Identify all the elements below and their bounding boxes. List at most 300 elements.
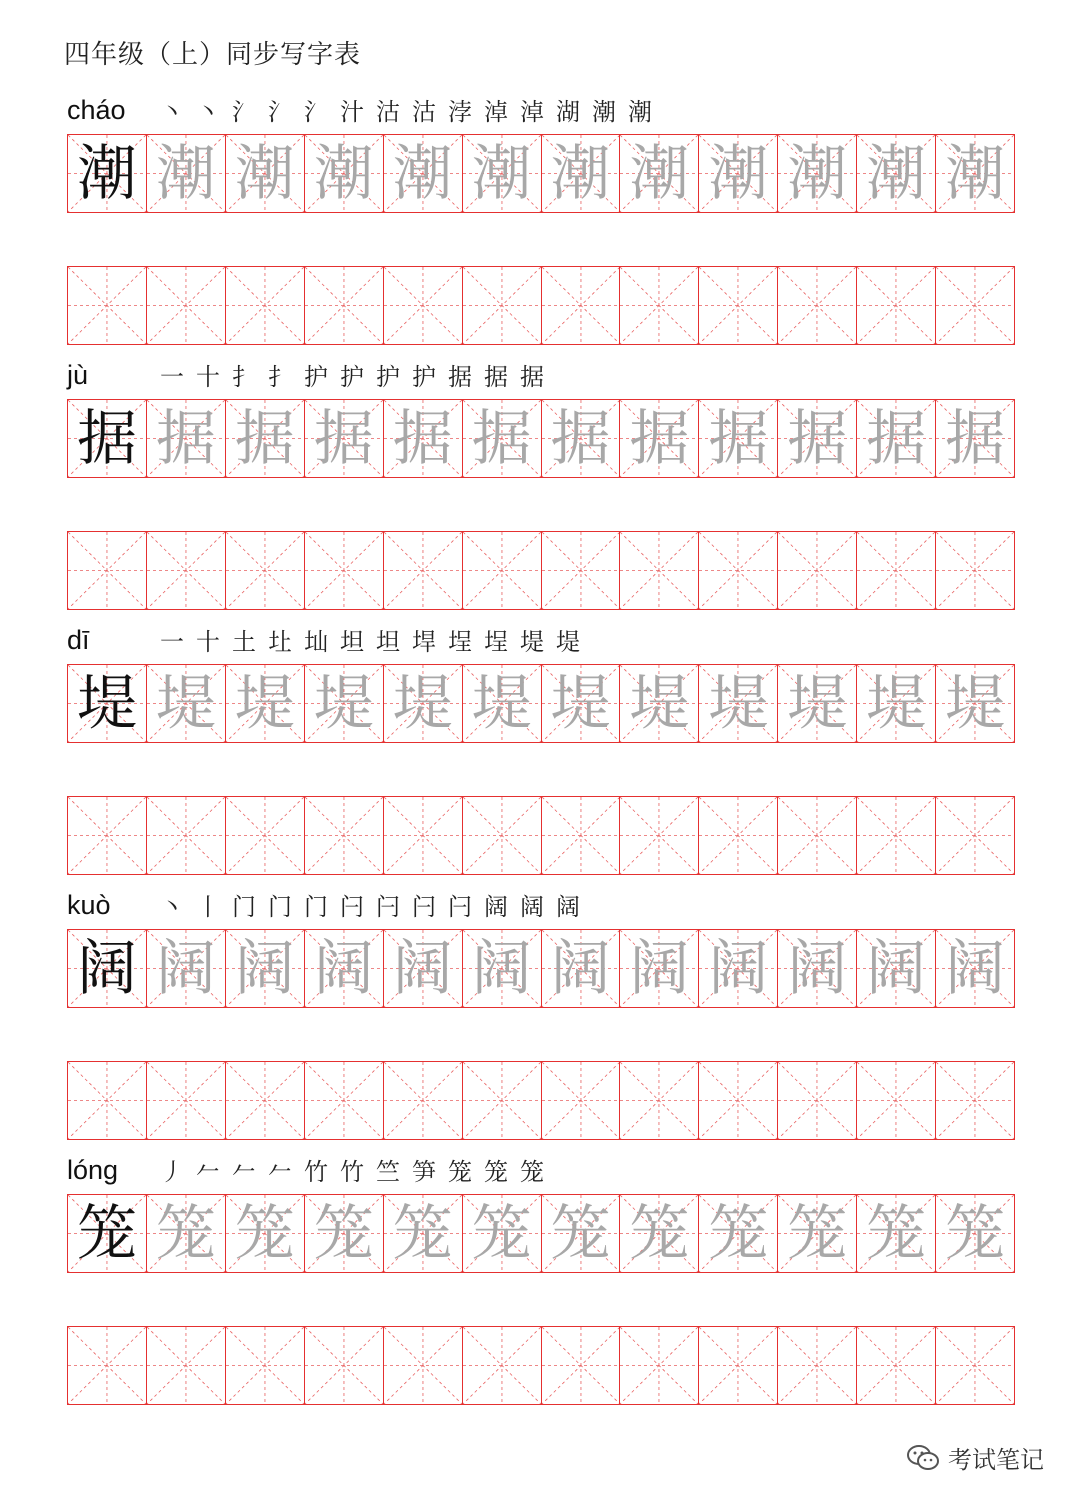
practice-cell[interactable]: [462, 267, 541, 344]
mi-grid-guides: [620, 1062, 698, 1139]
stroke-step: 丿: [160, 1158, 184, 1186]
trace-character: 笼: [392, 1198, 453, 1269]
mi-grid-guides: [542, 1327, 620, 1404]
practice-cell[interactable]: [225, 1327, 304, 1404]
stroke-step: 沽: [376, 98, 400, 126]
stroke-step: 护: [376, 363, 400, 391]
stroke-step: 淖: [520, 98, 544, 126]
stroke-step: 丶: [196, 98, 220, 126]
trace-cell: [462, 665, 541, 742]
mi-grid-guides: [463, 1062, 541, 1139]
model-cell: [68, 665, 146, 742]
trace-cell: [777, 135, 856, 212]
practice-cell[interactable]: [462, 1327, 541, 1404]
stroke-step: 坦: [340, 628, 364, 656]
practice-cell[interactable]: [698, 1062, 777, 1139]
mi-grid-guides: [857, 1327, 935, 1404]
trace-character: 据: [155, 403, 216, 474]
trace-character: 据: [787, 403, 848, 474]
practice-cell[interactable]: [935, 532, 1014, 609]
mi-grid-guides: [857, 532, 935, 609]
practice-cell[interactable]: [935, 797, 1014, 874]
practice-cell[interactable]: [68, 532, 146, 609]
practice-cell[interactable]: [698, 1327, 777, 1404]
stroke-step: 沽: [412, 98, 436, 126]
trace-cell: [225, 665, 304, 742]
stroke-step: 据: [520, 363, 544, 391]
model-cell: [68, 930, 146, 1007]
practice-cell[interactable]: [68, 267, 146, 344]
practice-cell[interactable]: [856, 532, 935, 609]
trace-character: 据: [708, 403, 769, 474]
practice-cell[interactable]: [541, 532, 620, 609]
practice-cell[interactable]: [68, 1062, 146, 1139]
stroke-step: 护: [340, 363, 364, 391]
stroke-step: 闩: [376, 893, 400, 921]
mi-grid-guides: [68, 1327, 146, 1404]
mi-grid-guides: [68, 1062, 146, 1139]
practice-cell[interactable]: [383, 797, 462, 874]
practice-cell[interactable]: [856, 797, 935, 874]
stroke-step: 氵: [268, 98, 292, 126]
stroke-step: 埕: [448, 628, 472, 656]
stroke-step: 一: [160, 363, 184, 391]
practice-cell[interactable]: [777, 532, 856, 609]
trace-cell: [619, 930, 698, 1007]
trace-cell: [462, 930, 541, 1007]
trace-cell: [619, 135, 698, 212]
trace-character: 堤: [392, 668, 453, 739]
trace-character: 据: [392, 403, 453, 474]
trace-cell: [935, 135, 1014, 212]
trace-character: 潮: [629, 138, 690, 209]
stroke-step: 护: [412, 363, 436, 391]
practice-cell[interactable]: [619, 267, 698, 344]
model-cell: [68, 400, 146, 477]
practice-cell[interactable]: [541, 1327, 620, 1404]
stroke-step: 一: [160, 628, 184, 656]
practice-cell[interactable]: [146, 1327, 225, 1404]
model-character: 阔: [76, 933, 137, 1004]
trace-cell: [777, 930, 856, 1007]
practice-cell[interactable]: [935, 267, 1014, 344]
stroke-step: 阔: [484, 893, 508, 921]
stroke-step: 氵: [232, 98, 256, 126]
trace-character: 堤: [787, 668, 848, 739]
practice-cell[interactable]: [225, 532, 304, 609]
trace-cell: [146, 930, 225, 1007]
trace-character: 据: [471, 403, 532, 474]
stroke-step: 丨: [196, 893, 220, 921]
stroke-step: 𠂉: [268, 1158, 292, 1186]
stroke-step: 十: [196, 363, 220, 391]
trace-character: 潮: [392, 138, 453, 209]
practice-cell[interactable]: [304, 1327, 383, 1404]
practice-cell[interactable]: [304, 532, 383, 609]
mi-grid-guides: [463, 267, 541, 344]
practice-row: [67, 531, 1015, 610]
trace-character: 笼: [234, 1198, 295, 1269]
mi-grid-guides: [936, 797, 1014, 874]
trace-character: 据: [945, 403, 1006, 474]
mi-grid-guides: [463, 797, 541, 874]
character-block: [67, 1150, 1015, 1405]
stroke-step: 埕: [484, 628, 508, 656]
trace-character: 堤: [708, 668, 769, 739]
trace-cell: [935, 400, 1014, 477]
practice-cell[interactable]: [935, 1062, 1014, 1139]
stroke-step: 坦: [376, 628, 400, 656]
trace-character: 潮: [234, 138, 295, 209]
stroke-step: 竹: [340, 1158, 364, 1186]
tracing-row: [67, 664, 1015, 743]
practice-cell[interactable]: [777, 267, 856, 344]
trace-cell: [541, 135, 620, 212]
mi-grid-guides: [699, 1062, 777, 1139]
trace-character: 堤: [313, 668, 374, 739]
practice-cell[interactable]: [146, 797, 225, 874]
trace-cell: [383, 930, 462, 1007]
trace-cell: [304, 930, 383, 1007]
practice-cell[interactable]: [619, 797, 698, 874]
practice-cell[interactable]: [462, 532, 541, 609]
mi-grid-guides: [463, 1327, 541, 1404]
trace-character: 堤: [471, 668, 532, 739]
trace-cell: [935, 930, 1014, 1007]
mi-grid-guides: [778, 532, 856, 609]
stroke-step: 氵: [304, 98, 328, 126]
stroke-step: 丶: [160, 893, 184, 921]
trace-cell: [383, 400, 462, 477]
mi-grid-guides: [226, 267, 304, 344]
model-character: 笼: [76, 1198, 137, 1269]
trace-cell: [619, 1195, 698, 1272]
mi-grid-guides: [936, 1327, 1014, 1404]
stroke-order-sequence: [157, 94, 655, 130]
mi-grid-guides: [305, 267, 383, 344]
mi-grid-guides: [620, 797, 698, 874]
trace-character: 堤: [155, 668, 216, 739]
practice-cell[interactable]: [541, 1062, 620, 1139]
stroke-step: 圸: [304, 628, 328, 656]
stroke-order-sequence: [157, 1154, 547, 1190]
stroke-step: 𠂉: [232, 1158, 256, 1186]
stroke-step: 闩: [448, 893, 472, 921]
mi-grid-guides: [936, 267, 1014, 344]
practice-cell[interactable]: [68, 797, 146, 874]
trace-cell: [619, 400, 698, 477]
model-cell: [68, 1195, 146, 1272]
stroke-step: 阔: [520, 893, 544, 921]
trace-character: 潮: [313, 138, 374, 209]
stroke-order-sequence: [157, 889, 583, 925]
trace-character: 阔: [708, 933, 769, 1004]
trace-cell: [146, 135, 225, 212]
stroke-step: 土: [232, 628, 256, 656]
mi-grid-guides: [68, 267, 146, 344]
stroke-step: 笼: [448, 1158, 472, 1186]
stroke-step: 阔: [556, 893, 580, 921]
trace-cell: [856, 135, 935, 212]
mi-grid-guides: [542, 532, 620, 609]
mi-grid-guides: [305, 532, 383, 609]
mi-grid-guides: [305, 797, 383, 874]
stroke-step: 湖: [556, 98, 580, 126]
trace-cell: [383, 1195, 462, 1272]
stroke-step: 圵: [268, 628, 292, 656]
practice-cell[interactable]: [619, 1062, 698, 1139]
trace-cell: [935, 665, 1014, 742]
trace-cell: [935, 1195, 1014, 1272]
trace-character: 阔: [945, 933, 1006, 1004]
practice-cell[interactable]: [698, 532, 777, 609]
trace-character: 阔: [550, 933, 611, 1004]
trace-cell: [856, 1195, 935, 1272]
practice-cell[interactable]: [541, 267, 620, 344]
watermark: [906, 1440, 1044, 1475]
practice-cell[interactable]: [777, 1062, 856, 1139]
trace-character: 笼: [708, 1198, 769, 1269]
trace-character: 阔: [866, 933, 927, 1004]
trace-character: 据: [550, 403, 611, 474]
trace-cell: [541, 1195, 620, 1272]
mi-grid-guides: [147, 1062, 225, 1139]
stroke-step: 𠂉: [196, 1158, 220, 1186]
practice-cell[interactable]: [68, 1327, 146, 1404]
character-block: [67, 90, 1015, 345]
watermark-text: 考试笔记: [948, 1446, 1044, 1474]
trace-cell: [225, 400, 304, 477]
mi-grid-guides: [699, 532, 777, 609]
mi-grid-guides: [226, 1062, 304, 1139]
trace-cell: [619, 665, 698, 742]
mi-grid-guides: [857, 1062, 935, 1139]
mi-grid-guides: [226, 1327, 304, 1404]
trace-character: 堤: [945, 668, 1006, 739]
trace-cell: [541, 400, 620, 477]
trace-character: 笼: [471, 1198, 532, 1269]
stroke-step: 笼: [484, 1158, 508, 1186]
character-block: [67, 355, 1015, 610]
model-character: 堤: [76, 668, 137, 739]
practice-cell[interactable]: [146, 267, 225, 344]
mi-grid-guides: [384, 267, 462, 344]
pinyin-label: jù: [67, 360, 89, 390]
practice-cell[interactable]: [935, 1327, 1014, 1404]
mi-grid-guides: [542, 797, 620, 874]
practice-cell[interactable]: [462, 1062, 541, 1139]
trace-cell: [698, 665, 777, 742]
trace-cell: [383, 665, 462, 742]
practice-cell[interactable]: [225, 797, 304, 874]
trace-character: 笼: [787, 1198, 848, 1269]
trace-cell: [777, 665, 856, 742]
practice-cell[interactable]: [146, 1062, 225, 1139]
mi-grid-guides: [147, 267, 225, 344]
stroke-step: 浡: [448, 98, 472, 126]
stroke-step: 竹: [304, 1158, 328, 1186]
tracing-row: [67, 929, 1015, 1008]
trace-cell: [698, 400, 777, 477]
practice-cell[interactable]: [698, 267, 777, 344]
trace-cell: [777, 1195, 856, 1272]
trace-cell: [304, 400, 383, 477]
practice-cell[interactable]: [777, 797, 856, 874]
trace-character: 阔: [313, 933, 374, 1004]
trace-character: 阔: [787, 933, 848, 1004]
mi-grid-guides: [778, 1327, 856, 1404]
mi-grid-guides: [68, 532, 146, 609]
practice-row: [67, 796, 1015, 875]
trace-character: 潮: [708, 138, 769, 209]
trace-character: 潮: [471, 138, 532, 209]
tracing-row: [67, 134, 1015, 213]
stroke-step: 十: [196, 628, 220, 656]
stroke-step: 门: [232, 893, 256, 921]
mi-grid-guides: [384, 532, 462, 609]
mi-grid-guides: [857, 267, 935, 344]
mi-grid-guides: [463, 532, 541, 609]
practice-cell[interactable]: [383, 267, 462, 344]
trace-cell: [383, 135, 462, 212]
practice-cell[interactable]: [383, 1327, 462, 1404]
trace-character: 阔: [392, 933, 453, 1004]
wechat-icon: [906, 1444, 940, 1472]
character-block: [67, 620, 1015, 875]
stroke-step: 据: [448, 363, 472, 391]
stroke-step: 潮: [628, 98, 652, 126]
trace-character: 笼: [629, 1198, 690, 1269]
stroke-step: 闩: [412, 893, 436, 921]
pinyin-label: dī: [67, 625, 90, 655]
stroke-step: 护: [304, 363, 328, 391]
stroke-step: 据: [484, 363, 508, 391]
practice-cell[interactable]: [304, 267, 383, 344]
mi-grid-guides: [778, 797, 856, 874]
practice-cell[interactable]: [541, 797, 620, 874]
trace-cell: [462, 1195, 541, 1272]
stroke-step: 丶: [160, 98, 184, 126]
practice-cell[interactable]: [619, 532, 698, 609]
mi-grid-guides: [147, 532, 225, 609]
trace-character: 阔: [234, 933, 295, 1004]
trace-cell: [225, 930, 304, 1007]
stroke-step: 汁: [340, 98, 364, 126]
practice-cell[interactable]: [304, 797, 383, 874]
trace-character: 据: [234, 403, 295, 474]
mi-grid-guides: [699, 267, 777, 344]
practice-cell[interactable]: [383, 1062, 462, 1139]
trace-character: 笼: [155, 1198, 216, 1269]
trace-character: 阔: [471, 933, 532, 1004]
mi-grid-guides: [699, 1327, 777, 1404]
mi-grid-guides: [226, 797, 304, 874]
trace-character: 笼: [866, 1198, 927, 1269]
trace-cell: [541, 930, 620, 1007]
practice-cell[interactable]: [856, 267, 935, 344]
stroke-step: 竺: [376, 1158, 400, 1186]
trace-cell: [225, 135, 304, 212]
trace-cell: [462, 135, 541, 212]
trace-character: 潮: [866, 138, 927, 209]
trace-cell: [304, 1195, 383, 1272]
model-character: 潮: [76, 138, 137, 209]
trace-character: 笼: [945, 1198, 1006, 1269]
trace-cell: [304, 135, 383, 212]
trace-cell: [856, 930, 935, 1007]
mi-grid-guides: [384, 1062, 462, 1139]
practice-cell[interactable]: [146, 532, 225, 609]
practice-cell[interactable]: [304, 1062, 383, 1139]
mi-grid-guides: [620, 532, 698, 609]
stroke-step: 笼: [520, 1158, 544, 1186]
trace-character: 堤: [866, 668, 927, 739]
practice-cell[interactable]: [383, 532, 462, 609]
practice-row: [67, 1061, 1015, 1140]
trace-cell: [856, 400, 935, 477]
trace-character: 据: [629, 403, 690, 474]
trace-cell: [856, 665, 935, 742]
trace-character: 笼: [313, 1198, 374, 1269]
stroke-step: 门: [304, 893, 328, 921]
practice-row: [67, 1326, 1015, 1405]
trace-character: 潮: [155, 138, 216, 209]
mi-grid-guides: [936, 1062, 1014, 1139]
trace-cell: [541, 665, 620, 742]
trace-cell: [777, 400, 856, 477]
stroke-step: 堤: [556, 628, 580, 656]
trace-character: 潮: [945, 138, 1006, 209]
practice-cell[interactable]: [698, 797, 777, 874]
practice-cell[interactable]: [619, 1327, 698, 1404]
model-character: 据: [76, 403, 137, 474]
trace-character: 阔: [629, 933, 690, 1004]
mi-grid-guides: [857, 797, 935, 874]
trace-character: 阔: [155, 933, 216, 1004]
trace-character: 据: [866, 403, 927, 474]
trace-cell: [698, 930, 777, 1007]
trace-character: 堤: [629, 668, 690, 739]
character-block: [67, 885, 1015, 1140]
tracing-row: [67, 399, 1015, 478]
practice-cell[interactable]: [462, 797, 541, 874]
mi-grid-guides: [542, 1062, 620, 1139]
trace-cell: [462, 400, 541, 477]
trace-character: 据: [313, 403, 374, 474]
tracing-row: [67, 1194, 1015, 1273]
trace-character: 笼: [550, 1198, 611, 1269]
stroke-step: 堤: [520, 628, 544, 656]
practice-cell[interactable]: [225, 267, 304, 344]
pinyin-label: lóng: [67, 1155, 119, 1185]
practice-cell[interactable]: [225, 1062, 304, 1139]
practice-cell[interactable]: [856, 1327, 935, 1404]
trace-cell: [304, 665, 383, 742]
mi-grid-guides: [620, 267, 698, 344]
trace-cell: [146, 665, 225, 742]
stroke-step: 垾: [412, 628, 436, 656]
trace-cell: [225, 1195, 304, 1272]
stroke-step: 笋: [412, 1158, 436, 1186]
practice-cell[interactable]: [777, 1327, 856, 1404]
stroke-step: 淖: [484, 98, 508, 126]
mi-grid-guides: [542, 267, 620, 344]
trace-character: 潮: [787, 138, 848, 209]
practice-cell[interactable]: [856, 1062, 935, 1139]
stroke-order-sequence: [157, 624, 583, 660]
mi-grid-guides: [384, 797, 462, 874]
stroke-step: 扌: [232, 363, 256, 391]
